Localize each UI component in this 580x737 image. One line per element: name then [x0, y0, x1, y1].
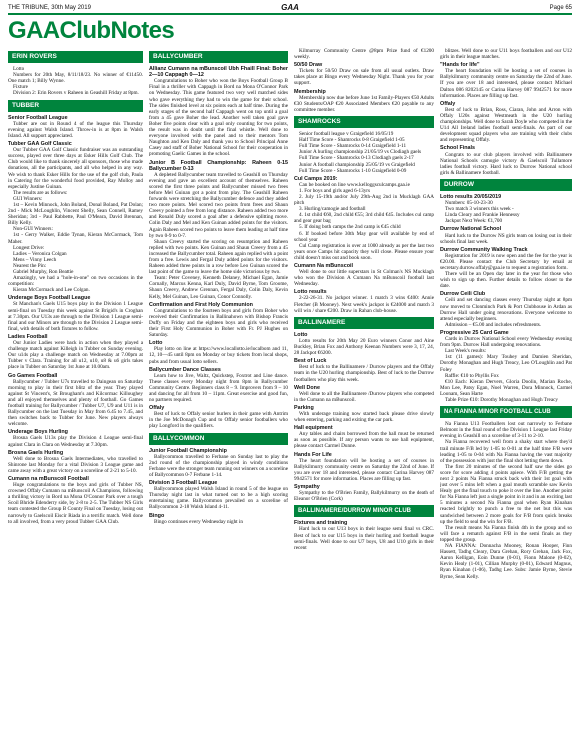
article-paragraph: Our Junior Ladies were back in action when they played a challenge match against Killeigh in Tubber on Sunday evening. Our u14s play a challenge match on Wednesday at 7.00pm at Tubber v Clara. Training for all u12, u10, u8 & u6 girls takes place in Tubber on Saturday 1st June at 10.00am.	[8, 340, 143, 371]
article-paragraph: Numbers: 05-10-23-30	[445, 200, 493, 207]
article-subheading: School Finals	[440, 145, 476, 152]
article-paragraph: Na Fianna recovered well from a shaky start where they'd trail minute F/B led by 1-05 to 0-01 at the half time F/B were leading 1-05 to 0-04 with Na Fianna having the vast majority of the possession with just the final shot letting them down.	[440, 439, 572, 464]
article-paragraph: 2. July 15-19th and/or July 29th-Aug 2nd in Mucklagh GAA pitch	[294, 193, 434, 207]
article-paragraph: Junior A football championship 25/05/19 vs Graigefield	[299, 161, 415, 168]
article-paragraph: There will be an Open day later in the year for those who wish to sign up then. Further details to follow closer to the date.	[440, 271, 572, 290]
article-paragraph: Huge congratulations to the boys and girls of Tubber NS, crowned Offaly Cumann na mBunscoil A Champions, following a thrilling victory in Bord na Mona O'Connor Park over a tough Scoil Bhride Edenderry side, by 2-8 to 2-5. The Tubber NS Girls team contested the Group B County Final on Tuesday, losing out narrowly to Gaelscoil Eiscir Riada in a terrific match. Well done to all involved, from a very proud Tubber GAA Club.	[8, 482, 143, 525]
article-paragraph: GUI Winners:	[13, 195, 43, 202]
article-paragraph: Kieran McCormack and Lee Colgan.	[13, 287, 90, 294]
article-paragraph: Lotto	[13, 66, 25, 73]
article-paragraph: Full Time Score - Shamrocks 1-10 Graigefield 0-09	[299, 167, 407, 174]
article-subheading: Offaly	[440, 100, 456, 107]
column-2	[149, 48, 288, 731]
article-paragraph: Congratulations to the fourteen boys and girls from Boher who received their Confirmation in Ballinahown with Bishop Francis Duffy on Friday and the eighteen boys and girls who received their First Holy Communion in Boher with Fr. PJ Hughes on Saturday.	[149, 307, 288, 339]
article-subheading: Confirmation and First Holy Communion	[149, 301, 253, 308]
article-paragraph: Well done to Brosna Gaels Intermediates, who travelled to Shinrone last Monday for a vital Division 3 League game and came away with a great victory on a scoreline of 2-21 to 5-10.	[8, 455, 143, 474]
page-number: Page 65	[549, 5, 572, 11]
article-paragraph: Ladies – Veronica Colgan	[13, 250, 67, 257]
article-paragraph: Well done to our little superstars in St Colman's NS Mucklagh who won the Division A Cumann Na mBunscoil football last Wednesday.	[294, 269, 434, 288]
header-rule	[8, 13, 572, 15]
article-paragraph: The heart foundation will be hosting a set of courses in Ballykilmurry community centre on Saturday the 22nd of June. If you are over 18 and interested, please contact Carina Harvey 087 9942571 for more information. Places are filling up fast.	[294, 457, 434, 482]
column-3	[294, 48, 434, 731]
article-paragraph: 3. Hurling/camogie and football	[299, 206, 366, 213]
article-paragraph: Linda Cleary and Frankie Hennessy	[445, 212, 520, 219]
article-paragraph: Ballycumber / Tubber U7s travelled to Daingean on Saturday morning to play in their first blitz of the year. They played against St Vincent's, St Brougham's and Kilcormac Killoughey and all enjoyed themselves and plenty of football. Go Games football training for Ballycumber / Tubber U7, U9 and U11 is in Ballycumber on the last Tuesday in May from 6.45 to 7.45, and then switches back to Tubber for June. New players always welcome.	[8, 378, 143, 428]
article-subheading: Junior Football Championship	[149, 447, 227, 454]
article-paragraph: Kilmurray Community Centre @8pm Prize fund of €1200 weekly.	[294, 48, 434, 61]
article-paragraph: Half Time Score - Shamrocks 0-8 Graigefield 1-05	[299, 137, 405, 144]
club-section-header: NA FIANNA MINOR FOOTBALL CLUB	[440, 406, 572, 418]
article-paragraph: Ceili and set dancing classes every Thursday night at 8pm now moved to Clonminch Park & Port Clubhouse in Ardan as Durrow Hall under going renovations. Everyone welcome to attend especially beginners.	[440, 297, 572, 322]
article-subheading: Durrow National School	[440, 226, 502, 233]
article-paragraph: Last Week's results:	[445, 348, 487, 355]
article-paragraph: 1st – Kevin Minnock, John Boland, Donal Boland, Pat Dolan; 2nd - Mick McLoughlin, Vincent Shelly, Sean Connell, Ramey Sheridan; 3rd - Paul Rabbette, Paul O'Meara, David Brennan, Billy Kelly.	[8, 201, 143, 227]
article-paragraph: Longest Drive:	[13, 244, 45, 251]
article-paragraph: Na Fianna U13 Footballers lost out narrowly to Ferbane Belmont in the final round of the Division 1 League last Friday evening in Geashill on a scoreline of 3-11 to 2-10.	[440, 421, 572, 440]
article-paragraph: Ballycommon travelled to Ferbane on Sunday last to play the 2nd round of the championship played in windy conditions Ferbane were the stronger team running out winners on a scoreline of Ballycommon 0-7 Ferbane 1-14.	[149, 453, 288, 478]
article-subheading: Ballycumber Dance Classes	[149, 366, 221, 373]
article-paragraph: Numbers for 20th May, 8/11/18/23. No winner of €11450. One match 1; Billy Wynne.	[8, 72, 143, 85]
article-paragraph: Well done to all the Ballinamere /Durrow players who competed in the Cumann na mBunscoil.	[294, 390, 434, 403]
article-paragraph: Hard luck to our U13 boys in their league semi final vs CRC. Best of luck to our U15 boys in their hurling and football league semi-finals. Well done to our U7 boys, U8 and U10 girls in their recent	[294, 526, 434, 551]
article-paragraph: 4. 1st child €60, 2nd child €55; 3rd child €45. Includes cul camp and gear gear bag	[294, 212, 434, 225]
article-paragraph: Full Time Score - Shamrocks 0-13 Clodiagh gaels 2-17	[299, 155, 414, 162]
club-section-header: ERIN ROVERS	[8, 51, 143, 63]
article-paragraph: Two match 3 winners this week -	[445, 206, 514, 213]
article-paragraph: Best of luck to Offaly senior hurlers in their game with Antrim in the Joe McDonagh Cup and to Offaly senior footballers who play Longford in the qualifiers.	[149, 411, 288, 430]
club-section-header: BALLINAMERE	[294, 317, 434, 329]
article-paragraph: Lotto results for 20th May 20 Euro winners Conor and Aine Buckley, Brian Fox and Anthony Keenan Numbers were 3, 17, 24, 28 Jackpot €6200.	[294, 337, 434, 357]
article-subheading: Cumann na mBunscoil Football	[8, 476, 89, 482]
article-paragraph: €10 Each: Kieran Dervers, Gloria Doolin, Marian Roche, Mon Lee, Patsy Egan, Noel Warren, Dora Minnock, Carmel Loonam, Sean Harte	[440, 378, 572, 397]
article-subheading: Progressive 25 Card Game	[440, 329, 509, 336]
article-paragraph: Senior football league v Graigefield 16/05/19	[299, 131, 394, 138]
issue-date: THE TRIBUNE, 30th May 2019	[8, 5, 91, 11]
article-paragraph: Fixture	[13, 84, 28, 91]
article-paragraph: Admission – €5.00 and includes refreshments.	[445, 321, 542, 328]
article-paragraph: Amazingly, we had a "hole-in-one" on two occasions in the competition:	[8, 275, 143, 288]
article-subheading: Well Done	[294, 384, 320, 391]
article-paragraph: NA FIANNA: Donnacha Mooney, Ronan Hooper, Finn Hassett, Tadhg Cleary, Dara Grehan, Rory Grehan, Jack Fox, Aaron Kelligan, Eoin Dunne (0-01), Fionn Malone (0-02), Kevin Healy (1-01), Cillian Murphy (0-01), Edward Magnus, Ryan Kinahan (1-06), Tadhg Lee. Subs: Jamie Byrne, Stevie Byrne, Sean Kelly.	[440, 543, 572, 580]
article-paragraph: Our Tubber GAA Golf Classic fundraiser was an outstanding success, played over three days at Esker Hills Golf Club. The Club would like to thank sincerely all sponsors, those who made donations, all the participants, and all who helped in any way. We wish to thank Esker Hills for the use of the golf club, Paula in Catering for the wonderful food provided, Ray Molloy and especially Justine Guinan.	[8, 147, 143, 190]
article-paragraph: 5. If doing both camps the 2nd camp is €45 child	[299, 224, 401, 231]
club-section-header: BALLYCUMBER	[149, 51, 288, 63]
article-paragraph: 1st: (11 games): Mary Touhey and Damien Sheridan, Dorothy Monaghan and Hugh Treacy, Leo O'Loughlin and Pat Foley	[440, 354, 572, 373]
article-subheading: Lotto	[294, 331, 308, 338]
article-subheading: 50/50 Draw	[294, 62, 323, 69]
article-paragraph: Mens – Vinny Leech	[13, 256, 57, 263]
article-paragraph: The result means Na Fianna finish 4th in the group and so will face a rematch against F/B in the semi finals as they topped the group.	[440, 524, 572, 543]
article-paragraph: Can be booked on line www.kelloggsculcamps.gaa.ie	[299, 181, 410, 188]
article-paragraph: 1. For boys and girls aged 6-13yrs	[299, 187, 371, 194]
article-subheading: Underage Boys Football League	[8, 295, 91, 302]
article-subheading: Brosna Gaels Hurling	[8, 449, 64, 456]
article-subheading: Offaly	[149, 405, 165, 412]
article-subheading: Senior Football League	[8, 114, 68, 121]
article-paragraph: St Manchan's Gaels U15 boys play in the Division 1 League semi-final on Tuesday this week against St Brigid's in Croghan at 7.30pm. Our U13s are through to the Division 1 League semi-final and our Minors are through to the Division 2 League semi-final, with details of both fixtures to follow.	[8, 301, 143, 332]
page-title: GAAClubNotes	[8, 17, 175, 44]
article-subheading: Division 3 Football League	[149, 480, 218, 487]
article-paragraph: Congrats to our club players involved with Ballinamere National Schools camogie victory & Gaelscoil Tullamore ladies football victory. Hard luck to Durrow National school girls & Ballinamere football.	[440, 151, 572, 176]
article-subheading: Underage Boys Hurling	[8, 429, 68, 436]
article-paragraph: Membership now due before June 1st Family-Players €50 Adults €30 Students/OAP €20 Associated Members €20 payable to any committee member.	[294, 94, 434, 113]
article-subheading: Fixtures and training	[294, 520, 348, 527]
club-section-header: TUBBER	[8, 100, 143, 112]
article-paragraph: Learn how to Jive, Waltz, Quickstep, Foxtrot and Line dance. These classes every Monday night from 8pm in Ballycumber Community Centre. Beginners class 8 – 9. Improvers from 9 – 10 and dancing for all from 10 – 11pm. Great exercise and good fun, no partners required.	[149, 372, 288, 404]
article-paragraph: Table Prize €10: Dorothy Monaghan and Hugh Treacy	[445, 396, 559, 403]
article-subheading: Lotto results 20/05/2019	[440, 193, 502, 200]
article-subheading: Hall equipment	[294, 425, 333, 432]
article-subheading: "Hands for life"	[440, 62, 480, 69]
article-paragraph: Raffle: €10 to Phyllis Fox	[445, 372, 499, 379]
article-subheading: Best of Luck	[294, 358, 327, 365]
article-paragraph: Shaun Creevy started the scoring on resumption and Raheen replied with two points. Ken Guinan and Shaun Creevy from a 45 increased the Ballycumber total. Raheen again replied with a point from a free. Lewis and Fergal Duly added points for the visitors. Raheen added three points in a row before Leo Guinan scored the last point of the game to leave the home side victorious by two.	[149, 238, 288, 276]
article-paragraph: Best of luck to the Ballinamere / Durrow players and the Offaly team in the U20 hurling championship. Best of luck to the Durrow footballers who play this week.	[294, 364, 434, 383]
article-subheading: Lotto	[149, 340, 163, 347]
article-subheading: Junior B Football Championship: Raheen 0-15 Ballycumber 0-13	[149, 159, 288, 172]
article-subheading: Durrow Ceili Club	[440, 291, 486, 298]
article-subheading: Hands For Life	[294, 451, 332, 458]
article-paragraph: Tubber are out in Round 4 of the league this Thursday evening against Walsh Island. Throw-in is at 8pm in Walsh Island. All support appreciated.	[8, 120, 143, 139]
article-subheading: Bingo	[149, 512, 165, 519]
article-subheading: Lotto results	[294, 289, 327, 296]
article-paragraph: Full Time Score - Shamrocks 0-14 Graigefield 1-11	[299, 143, 407, 150]
article-paragraph: A depleted Ballycumber team travelled to Geashill on Thursday evening and gave an excellent account of themselves. Raheen scored the first three points and Ballycumber missed two frees before Mel Guinan got a point from play. The Geashill Raheen forwards were stretching the Ballycumber defence and they added two more points. Mel scored two points from frees and Shaun Creevy pointed a free from long distance. Raheen added two more and Ronald Duly scored a goal after a defensive splitting move. Colin Daly and Mel and Ken Guinan added points for the visitors. Again Raheen scored two points to leave them leading at half time by two 0-9 to 0-7.	[149, 171, 288, 239]
club-section-header: BALLINAMERE/DURROW MINOR CLUB	[294, 505, 434, 517]
article-paragraph: Junior A hurling championship 21/05/19 vs Clodiagh gaels	[299, 149, 422, 156]
article-subheading: Tubber GAA Golf Classic	[8, 141, 72, 148]
article-paragraph: 2-22-26-31. No jackpot winner. 1 match 3 wins €400: Annie Fletcher (B Mooney). Next week's jackpot is €24000 and match 3 will win / share €200. Draw in Rahan club-house.	[294, 295, 434, 314]
article-paragraph: Best of luck to Brian, Ross, Ciaran, John and Arron with Offaly U20s against Westmeath in the U20 hurling championships. Well done to Sarah Doyle who competed in the U14 All Ireland ladies football semi-finals. As part of our development squad players who are training with their clubs and representing Offaly.	[440, 106, 572, 144]
article-paragraph: blitzes. Well done to our U11 boys footballers and our U12 girls in their league matches.	[440, 48, 572, 61]
article-paragraph: Play lotto on line at https://www.locallotto.ie/localbom and 11, 12, 10—45 until 8pm on Monday or buy tickets from local shops, pubs and from usual lotto sellers.	[149, 346, 288, 365]
article-subheading: Durrow Community Walking Track	[440, 246, 528, 253]
article-paragraph: The results are as follows:	[13, 189, 68, 196]
article-paragraph: Team: Peter Coveney, Kenneth Delaney, Michael Egan, Jamie Cornally, Marcus Kenna, Karl Duly, David Byrne, Tom Groome, Shaun Creevy, Andrew Grennan, Fergal Daly, Colin Daly, Kevin Kelly, Mel Guinan, Leo Guinan, Conor Connolly.	[149, 275, 288, 300]
club-section-header: DURROW	[440, 179, 572, 191]
article-paragraph: Bingo continues every Wednesday night in	[154, 518, 243, 525]
article-paragraph: Non-GUI Winners:	[13, 226, 53, 233]
article-paragraph: 1st - Gerry Walker, Eddie Tynan, Kieran McCormack, Tom Maher.	[8, 232, 143, 245]
article-paragraph: Tickets for 50/50 Draw on sale from all usual outlets. Draw takes place at Bingo every Wednesday Night. Thank you for your support.	[294, 68, 434, 87]
column-1	[8, 48, 143, 731]
article-paragraph: Cards in Durrow National School every Wednesday evening from 9pm. Durrow Hall undergoing renovations.	[440, 336, 572, 349]
article-paragraph: Any tables and chairs borrowed from the hall must be returned as soon as possible. If any person wants to use hall equipment, please contact Carmel Dunne.	[294, 431, 434, 450]
article-paragraph: Hard luck to the Durrow NS girls team on losing out in their schools final last week.	[440, 232, 572, 245]
article-paragraph: The heart foundation will be hosting a set of courses in Ballykilmurry community centre on Saturday the 22nd of June. If you are over 18 and interested, please contact Michael Dalton 086 8202145 or Carina Harvey 087 9942571 for more information. Places are filling up fast.	[440, 68, 572, 99]
article-paragraph: 6. If booked before 30th May gear will available by end of school year	[294, 230, 434, 243]
column-4	[440, 48, 572, 731]
article-subheading: Parking	[294, 404, 314, 411]
article-paragraph: Nearest the Pin:	[13, 262, 47, 269]
article-paragraph: Division 2: Erin Rovers v Raheen in Geashill Friday at 8pm.	[13, 90, 139, 97]
article-paragraph: Sympathy to the O'Brien Family, Ballykilmurry on the death of Eleanor O'Brien (Cork)	[294, 490, 434, 503]
article-subheading: Sympathy	[294, 484, 320, 490]
article-subheading: Allianz Cumann na mBunscoil Ubh Fhaill Final: Boher 2—10 Cappagh 0—12	[149, 66, 288, 79]
article-subheading: Cumann Na mBunscoil	[294, 263, 354, 269]
article-paragraph: Cul Camp registration is over at 1000 already as per the last two years once Camps hit capacity they will close. Please ensure your child doesn't miss out and book soon.	[294, 242, 434, 261]
article-subheading: Membership	[294, 88, 326, 95]
article-paragraph: Registration for 2019 is now open and the fee for the year is €20.00. Please contact the Club Secretary by email at secretary.durrow.offaly@gaa.ie to request a registration form.	[440, 252, 572, 271]
article-subheading: Cul Camps 2019:	[294, 175, 338, 182]
article-subheading: Ladies Football	[8, 333, 48, 340]
article-paragraph: Congratulations to Boher who won the Boys Football Group B Final in a thriller with Cappagh in Bord na Mona O'Connor Park on Wednesday. This game featured two very well matched sides who gave everything they had to win the game for their school. The sides finished level at six points each at half time. During the early stages of the second half Cappagh went on top until a goal from a 45 gave Boher the lead. Another well taken goal gave Boher five points clear with a goal only counting for two points, the result was in doubt until the final whistle. Well done to everyone involved with the panel and to their mentors Tom Naughton and Ken Daly and thank you to School Principal Anne Casey and staff of Boher National School for their cooperation in promoting Gaelic Games in the school.	[149, 78, 288, 158]
article-subheading: Go Games Football	[8, 372, 58, 379]
article-paragraph: With underage training now started back please drive slowly when entering, parking and exiting the car park.	[294, 410, 434, 424]
club-section-header: BALLYCOMMON	[149, 433, 288, 445]
article-paragraph: Gabriel Murphy, Ron Beattie	[13, 269, 74, 275]
club-section-header: SHAMROCKS	[294, 116, 434, 128]
article-paragraph: Jackpot Next Week: €1,700	[445, 218, 503, 225]
article-paragraph: Brosna Gaels U13s play the Division 4 League semi-final against Clara in Clara on Wednesday at 7.30pm.	[8, 435, 143, 448]
article-paragraph: The first 20 minutes of the second half saw the sides go score for score adding 4 points apiece. With F/B getting the next 2 points Na Fianna struck back with their 1st goal with just over 5 mins left when a goal mouth scramble saw Kevin Healy get the final touch to poke it over the line. Another point for Na Fianna left just a single point in it and in an exciting last 5 minutes a second Na Fianna goal when Ryan Kinahan reacted brightly to punch a free to the net but this was sandwiched between 2 more goals for F/B from quick breaks up the field to seal the win for F/B.	[440, 463, 572, 525]
article-paragraph: Ballycommon played Walsh Island in round 5 of the league on Thursday night last in what turned out to be a high scoring entertaining game. Ballycommon prevailed on a scoreline of Ballycommon 2-18 Walsh Island 4-11.	[149, 486, 288, 511]
section-label: GAA	[281, 3, 299, 12]
